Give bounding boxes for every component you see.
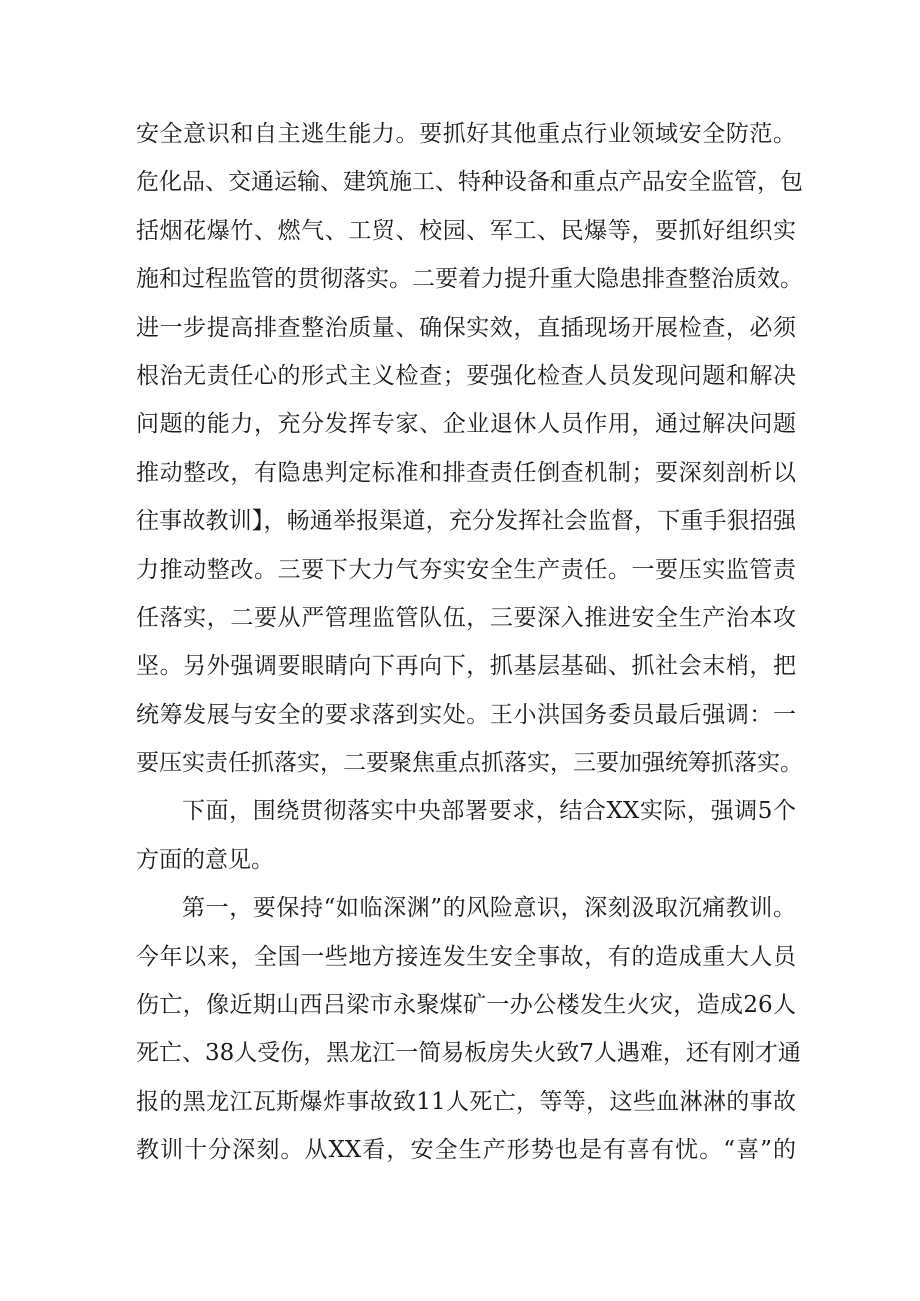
text-line: 方面的意见。 xyxy=(136,846,274,873)
text-line: 安全意识和自主逃生能力。要抓好其他重点行业领域安全防范。 xyxy=(136,121,796,147)
text-line: 推动整改，有隐患判定标准和排查责任倒查机制；要深刻剖析以 xyxy=(136,459,796,486)
text-line: 进一步提高排查整治质量、确保实效，直插现场开展检查，必须 xyxy=(136,314,796,341)
text-line: 报的黑龙江瓦斯爆炸事故致11人死亡，等等，这些血淋淋的事故 xyxy=(136,1088,796,1115)
paragraph-safety-measures xyxy=(136,110,803,787)
text-line: 施和过程监管的贯彻落实。二要着力提升重大隐患排查整治质效。 xyxy=(136,266,803,293)
document-body xyxy=(136,110,803,1175)
text-line: 根治无责任心的形式主义检查；要强化检查人员发现问题和解决 xyxy=(136,362,796,389)
text-line: 危化品、交通运输、建筑施工、特种设备和重点产品安全监管，包 xyxy=(136,169,803,196)
paragraph-five-aspects xyxy=(136,787,796,884)
text-line: 教训十分深刻。从XX看，安全生产形势也是有喜有忧。“喜”的 xyxy=(136,1137,796,1164)
text-line: 括烟花爆竹、燃气、工贸、校园、军工、民爆等，要抓好组织实 xyxy=(136,217,796,244)
text-line: 往事故教训】，畅通举报渠道，充分发挥社会监督，下重手狠招强 xyxy=(136,508,796,535)
text-line: 要压实责任抓落实，二要聚焦重点抓落实，三要加强统筹抓落实。 xyxy=(136,750,803,777)
text-line: 第一，要保持“如临深渊”的风险意识，深刻汲取沉痛教训。 xyxy=(182,895,796,922)
text-line: 力推动整改。三要下大力气夯实安全生产责任。一要压实监管责 xyxy=(136,556,796,583)
text-line: 任落实，二要从严管理监管队伍，三要深入推进安全生产治本攻 xyxy=(136,604,796,631)
text-line: 伤亡，像近期山西吕梁市永聚煤矿一办公楼发生火灾，造成26人 xyxy=(136,992,796,1019)
text-line: 统筹发展与安全的要求落到实处。王小洪国务委员最后强调：一 xyxy=(136,701,796,728)
text-line: 今年以来，全国一些地方接连发生安全事故，有的造成重大人员 xyxy=(136,943,796,970)
text-line: 死亡、38人受伤，黑龙江一简易板房失火致7人遇难，还有刚才通 xyxy=(136,1040,801,1067)
paragraph-risk-awareness xyxy=(136,884,801,1174)
text-line: 下面，围绕贯彻落实中央部署要求，结合XX实际，强调5个 xyxy=(182,798,796,825)
text-line: 坚。另外强调要眼睛向下再向下，抓基层基础、抓社会末梢，把 xyxy=(136,653,796,680)
text-line: 问题的能力，充分发挥专家、企业退休人员作用，通过解决问题 xyxy=(136,411,796,438)
